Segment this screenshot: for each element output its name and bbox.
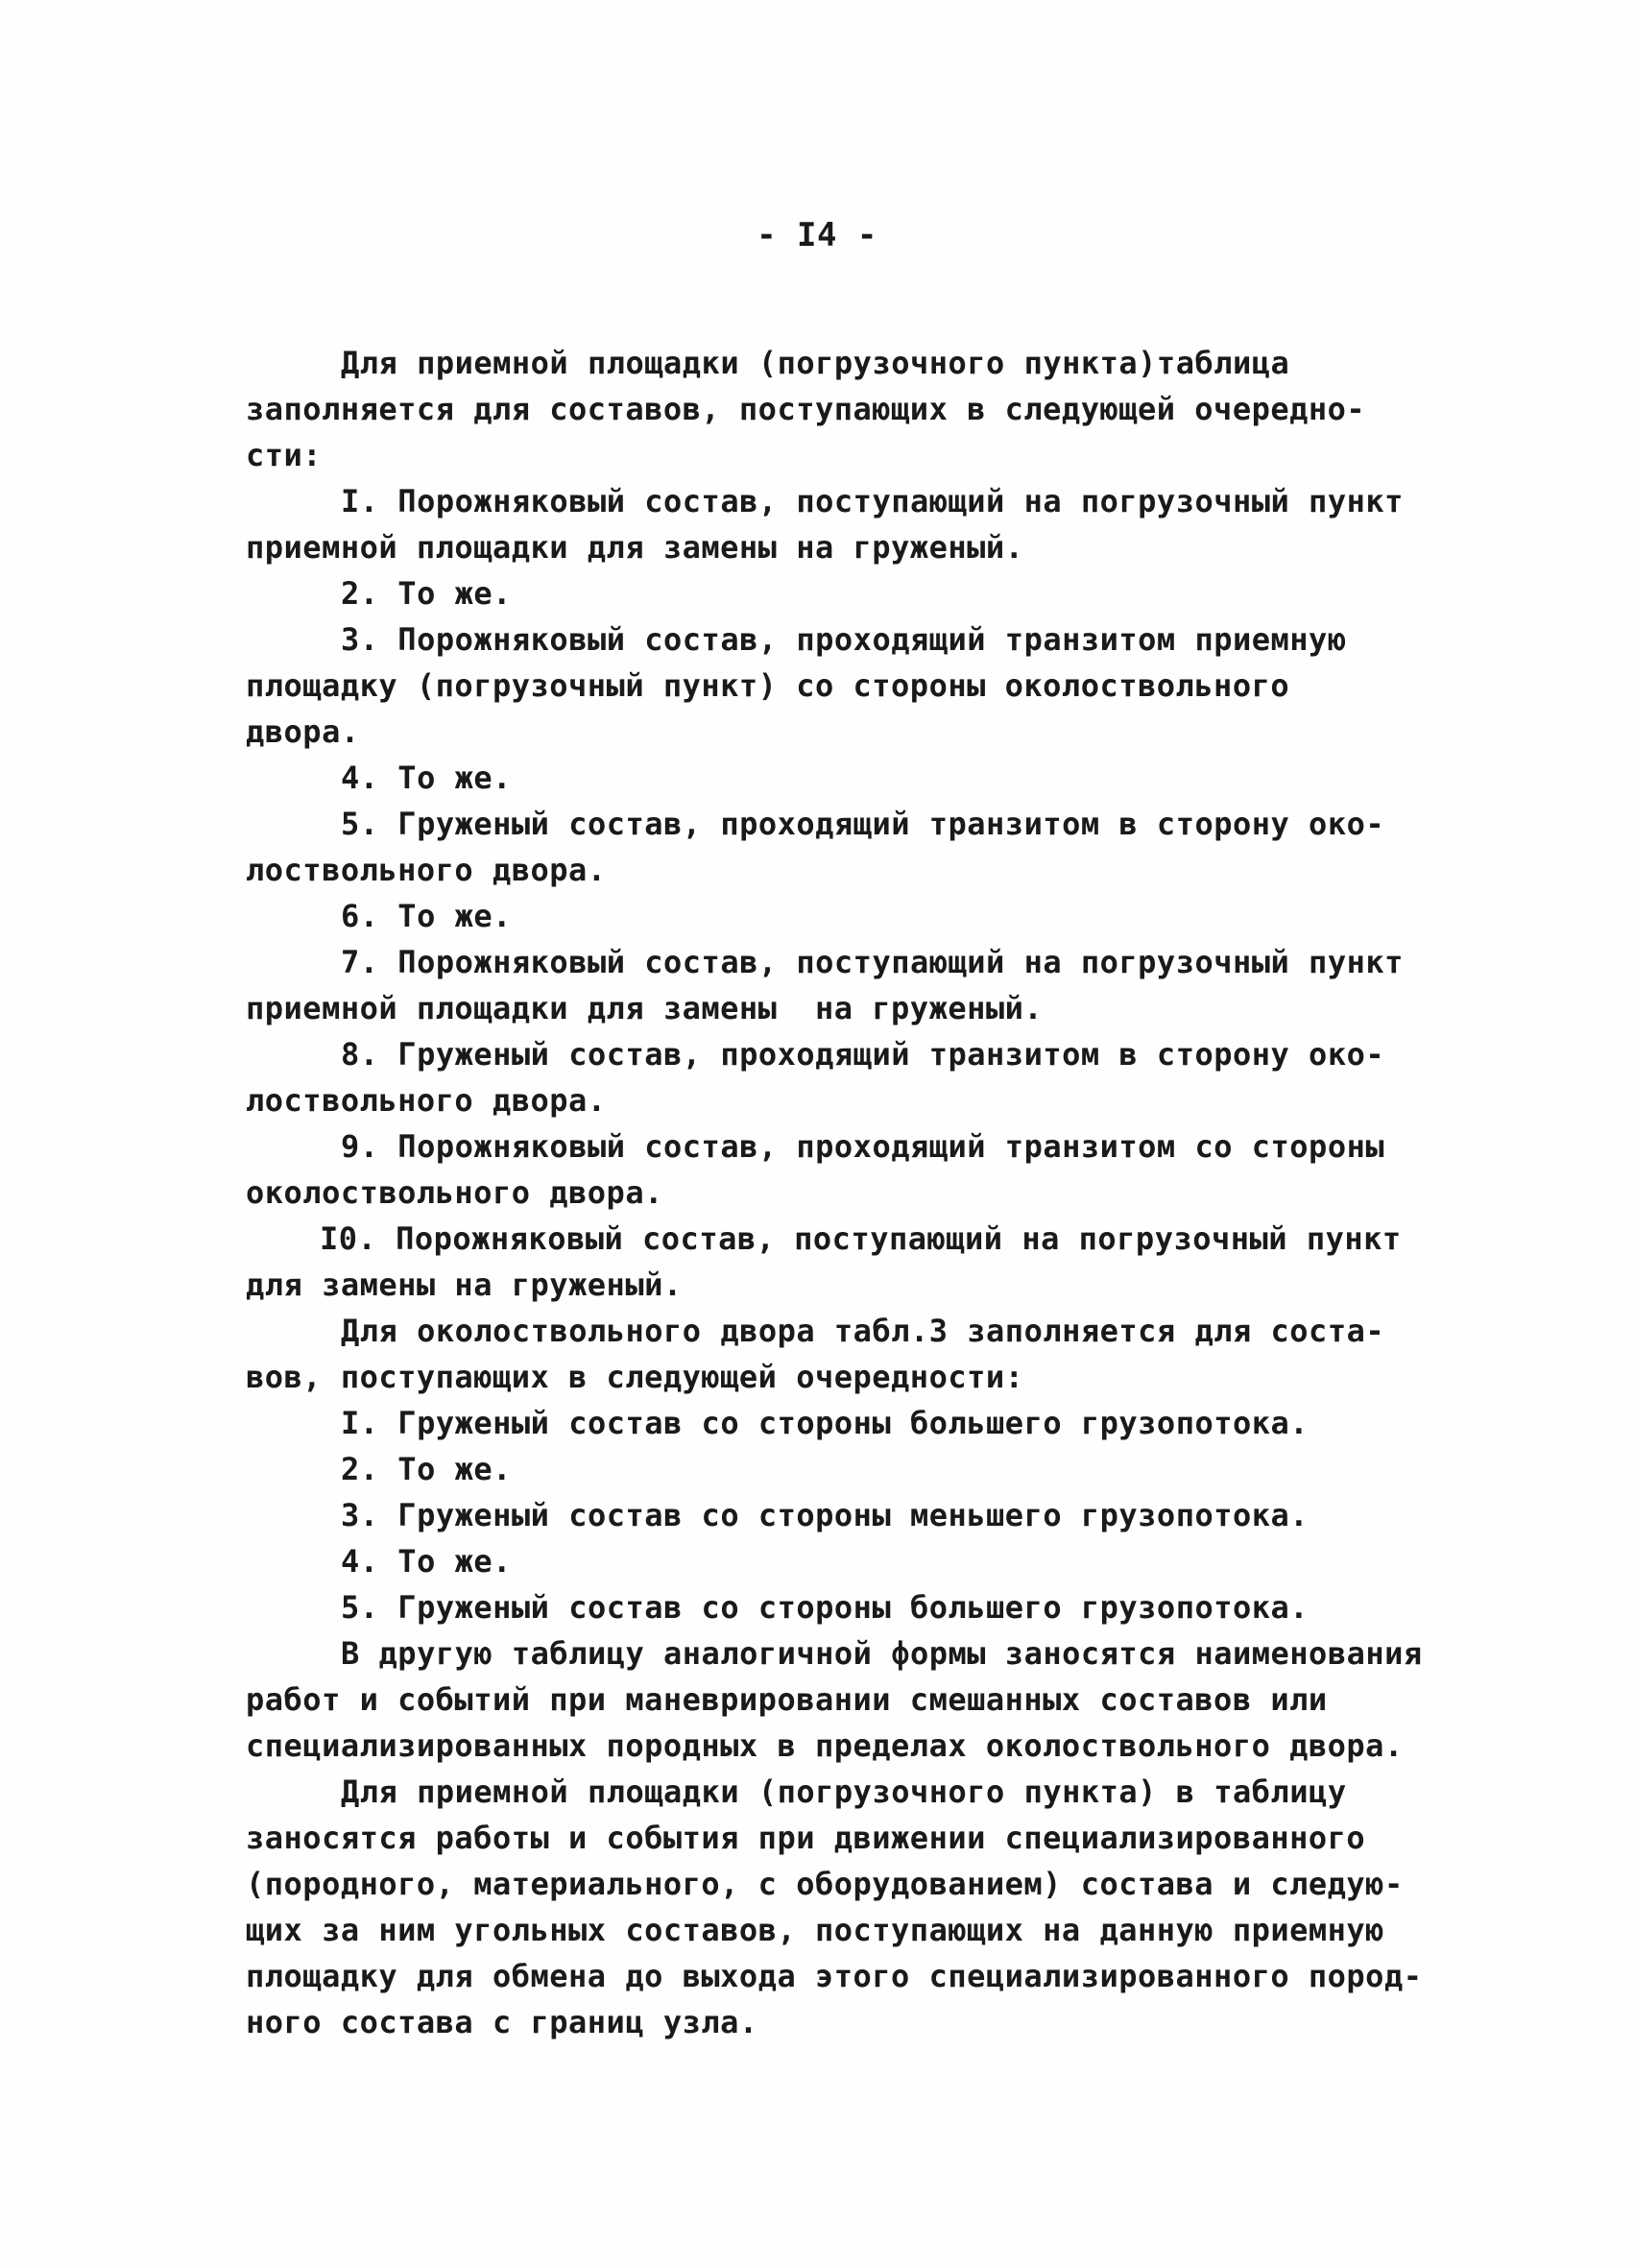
text-line: лоствольного двора.: [246, 1082, 607, 1119]
text-line: (породного, материального, с оборудованием) состава и следую-: [246, 1866, 1404, 1902]
text-line: работ и событий при маневрировании смешанных составов или: [246, 1681, 1328, 1718]
text-line: 5. Груженый состав со стороны большего грузопотока.: [341, 1589, 1310, 1626]
text-line: площадку (погрузочный пункт) со стороны околоствольного: [246, 667, 1290, 704]
text-line: сти:: [246, 437, 323, 473]
text-line: щих за ним угольных составов, поступающих на данную приемную: [246, 1912, 1384, 1948]
text-line: вов, поступающих в следующей очередности:: [246, 1359, 1024, 1395]
text-line: Для приемной площадки (погрузочного пункта) в таблицу: [341, 1773, 1347, 1810]
text-line: специализированных породных в пределах околоствольного двора.: [246, 1727, 1404, 1764]
text-line: для замены на груженый.: [246, 1267, 683, 1303]
text-line: 4. То же.: [341, 760, 512, 796]
text-line: Для приемной площадки (погрузочного пункта)таблица: [341, 345, 1290, 381]
text-line: 6. То же.: [341, 898, 512, 934]
text-line: 3. Порожняковый состав, проходящий транзитом приемную: [341, 621, 1347, 658]
text-line: лоствольного двора.: [246, 852, 607, 888]
text-line: В другую таблицу аналогичной формы заносятся наименования: [341, 1635, 1423, 1672]
text-line: 5. Груженый состав, проходящий транзитом в сторону око-: [341, 806, 1385, 842]
text-line: I. Порожняковый состав, поступающий на погрузочный пункт: [341, 483, 1404, 519]
text-line: околоствольного двора.: [246, 1174, 663, 1211]
text-line: I0. Порожняковый состав, поступающий на погрузочный пункт: [320, 1220, 1402, 1257]
text-line: I. Груженый состав со стороны большего грузопотока.: [341, 1405, 1310, 1441]
text-line: площадку для обмена до выхода этого специализированного пород-: [246, 1958, 1423, 1994]
text-line: заполняется для составов, поступающих в следующей очередно-: [246, 391, 1366, 427]
page-number: - I4 -: [757, 216, 877, 254]
text-line: 2. То же.: [341, 575, 512, 612]
text-line: 9. Порожняковый состав, проходящий транзитом со стороны: [341, 1128, 1385, 1165]
text-line: 3. Груженый состав со стороны меньшего грузопотока.: [341, 1497, 1310, 1533]
text-line: ного состава с границ узла.: [246, 2004, 758, 2040]
text-line: 7. Порожняковый состав, поступающий на погрузочный пункт: [341, 944, 1404, 980]
text-line: Для околоствольного двора табл.3 заполняется для соста-: [341, 1313, 1385, 1349]
text-line: двора.: [246, 713, 360, 750]
text-line: приемной площадки для замены на груженый.: [246, 990, 1044, 1026]
text-line: 8. Груженый состав, проходящий транзитом в сторону око-: [341, 1036, 1385, 1073]
text-line: приемной площадки для замены на груженый.: [246, 529, 1024, 566]
text-line: 4. То же.: [341, 1543, 512, 1580]
text-line: заносятся работы и события при движении специализированного: [246, 1820, 1366, 1856]
body-text: [246, 340, 1494, 2045]
text-line: 2. То же.: [341, 1451, 512, 1487]
